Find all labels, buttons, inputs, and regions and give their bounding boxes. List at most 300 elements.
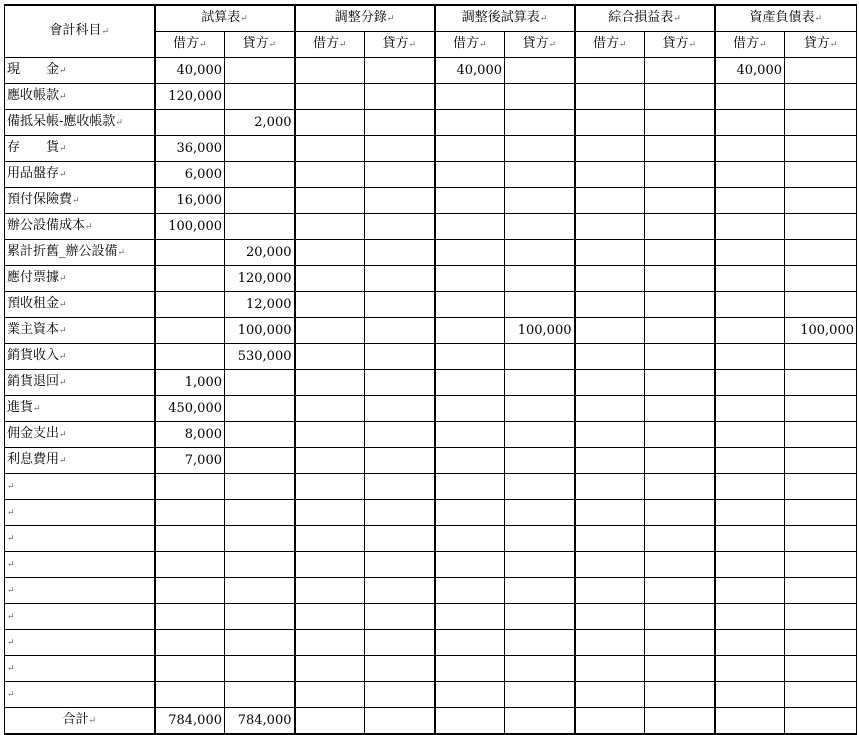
adjusting-entries-debit-cell [295,214,365,240]
account-name: 現 金 [7,62,60,77]
trial-balance-credit-cell: 2,000 [225,110,295,136]
adjusted-trial-balance-credit-cell [505,266,575,292]
adjusting-entries-credit-cell [365,58,435,84]
adjusted-trial-balance-credit-cell: 100,000 [505,318,575,344]
debit-label: 借方 [452,36,479,51]
balance-sheet-debit-cell [715,162,785,188]
account-name-cell [5,578,155,604]
empty-cell [645,474,715,500]
income-statement-credit-cell [645,266,715,292]
income-statement-debit-cell [575,58,645,84]
empty-cell [715,552,785,578]
account-name: 預收租金 [7,296,60,311]
blank-row [5,604,857,630]
empty-cell [645,630,715,656]
balance-sheet-credit-cell [785,448,857,474]
paragraph-mark: ↵ [85,222,93,232]
adjusting-entries-credit-cell [365,266,435,292]
empty-cell [715,500,785,526]
group-header-adjusted-trial-balance: 調整後試算表↵ [435,5,575,32]
trial-balance-credit-cell [225,370,295,396]
account-name-cell [5,422,155,448]
empty-cell [575,500,645,526]
empty-cell [785,526,857,552]
empty-cell [225,500,295,526]
income-statement-debit-cell [575,344,645,370]
empty-cell [435,604,505,630]
adjusting-entries-debit-cell [295,58,365,84]
paragraph-mark: ↵ [7,690,15,700]
group-header-row [5,5,857,32]
adjusted-trial-balance-debit-cell [435,422,505,448]
empty-cell [645,656,715,682]
paragraph-mark: ↵ [59,430,67,440]
income-statement-credit-cell [645,240,715,266]
trial-balance-credit-cell [225,188,295,214]
paragraph-mark: ↵ [758,40,767,50]
paragraph-mark: ↵ [268,40,277,50]
adjusted-trial-balance-credit-header [505,32,575,58]
adjusted-trial-balance-debit-cell [435,162,505,188]
empty-cell [225,656,295,682]
empty-cell [155,526,225,552]
empty-cell [645,604,715,630]
empty-cell [785,552,857,578]
empty-cell [365,604,435,630]
income-statement-debit-cell [575,214,645,240]
empty-cell [435,656,505,682]
balance-sheet-credit-cell [785,110,857,136]
income-statement-credit-total [645,708,715,735]
paragraph-mark: ↵ [59,170,67,180]
adjusting-entries-credit-header [365,32,435,58]
balance-sheet-debit-cell: 40,000 [715,58,785,84]
trial-balance-debit-cell: 8,000 [155,422,225,448]
paragraph-mark: ↵ [478,40,487,50]
balance-sheet-debit-cell [715,448,785,474]
adjusting-entries-credit-cell [365,292,435,318]
income-statement-debit-cell [575,292,645,318]
empty-cell [155,630,225,656]
adjusted-trial-balance-debit-cell [435,214,505,240]
empty-cell [715,474,785,500]
empty-cell [575,682,645,708]
adjusting-entries-credit-cell [365,110,435,136]
table-row [5,214,857,240]
account-name: 存 貨 [7,140,60,155]
account-name-cell [5,162,155,188]
adjusting-entries-debit-cell [295,162,365,188]
income-statement-credit-cell [645,58,715,84]
account-name: 備抵呆帳-應收帳款 [7,114,116,129]
empty-cell [435,552,505,578]
paragraph-mark: ↵ [7,508,15,518]
empty-cell [575,656,645,682]
empty-cell [155,474,225,500]
worksheet-body [5,58,857,735]
account-name-cell [5,214,155,240]
trial-balance-credit-total: 784,000 [225,708,295,735]
table-row [5,448,857,474]
balance-sheet-credit-cell [785,136,857,162]
empty-cell [505,552,575,578]
empty-cell [225,630,295,656]
paragraph-mark: ↵ [829,40,838,50]
trial-balance-credit-cell: 12,000 [225,292,295,318]
empty-cell [575,474,645,500]
trial-balance-debit-cell: 100,000 [155,214,225,240]
adjusting-entries-debit-cell [295,318,365,344]
balance-sheet-debit-cell [715,84,785,110]
balance-sheet-credit-cell [785,266,857,292]
trial-balance-credit-cell: 20,000 [225,240,295,266]
adjusting-entries-credit-cell [365,370,435,396]
account-name-cell [5,188,155,214]
balance-sheet-credit-cell [785,422,857,448]
trial-balance-credit-cell [225,58,295,84]
adjusted-trial-balance-debit-cell [435,396,505,422]
balance-sheet-debit-total [715,708,785,735]
trial-balance-debit-cell [155,266,225,292]
account-name: 銷貨退回 [7,374,60,389]
table-row [5,266,857,292]
adjusting-entries-credit-total [365,708,435,735]
paragraph-mark: ↵ [198,40,207,50]
balance-sheet-debit-header [715,32,785,58]
income-statement-debit-cell [575,240,645,266]
table-row [5,58,857,84]
income-statement-debit-cell [575,162,645,188]
account-name-cell [5,630,155,656]
blank-row [5,682,857,708]
empty-cell [365,552,435,578]
empty-cell [225,578,295,604]
credit-label: 貸方 [242,36,269,51]
trial-balance-credit-cell [225,84,295,110]
account-name: 進貨 [7,400,34,415]
credit-label: 貸方 [662,36,689,51]
income-statement-debit-cell [575,266,645,292]
empty-cell [155,682,225,708]
paragraph-mark: ↵ [7,638,15,648]
empty-cell [295,656,365,682]
trial-balance-debit-cell [155,344,225,370]
blank-row [5,578,857,604]
paragraph-mark: ↵ [115,118,123,128]
empty-cell [295,630,365,656]
empty-cell [575,526,645,552]
adjusting-entries-debit-cell [295,370,365,396]
balance-sheet-debit-cell [715,396,785,422]
trial-balance-debit-cell: 120,000 [155,84,225,110]
paragraph-mark: ↵ [72,196,80,206]
account-name: 用品盤存 [7,166,60,181]
income-statement-debit-cell [575,110,645,136]
account-name-cell [5,552,155,578]
empty-cell [155,604,225,630]
adjusted-trial-balance-debit-header [435,32,505,58]
income-statement-credit-cell [645,318,715,344]
adjusted-trial-balance-debit-cell [435,448,505,474]
empty-cell [505,604,575,630]
balance-sheet-credit-cell [785,162,857,188]
trial-balance-debit-cell: 40,000 [155,58,225,84]
balance-sheet-debit-cell [715,214,785,240]
empty-cell [575,552,645,578]
account-name-cell [5,136,155,162]
trial-balance-credit-header [225,32,295,58]
account-name: 佣金支出 [7,426,60,441]
table-row [5,422,857,448]
paragraph-mark: ↵ [59,378,67,388]
credit-label: 貸方 [803,36,830,51]
account-name-cell [5,370,155,396]
paragraph-mark: ↵ [117,248,126,258]
empty-cell [365,578,435,604]
balance-sheet-credit-cell [785,240,857,266]
blank-row [5,474,857,500]
paragraph-mark: ↵ [59,274,67,284]
adjusted-trial-balance-credit-cell [505,162,575,188]
account-name: 銷貨收入 [7,348,60,363]
empty-cell [435,578,505,604]
empty-cell [505,500,575,526]
account-name-cell [5,682,155,708]
worksheet-table [4,4,857,735]
empty-cell [785,682,857,708]
empty-cell [785,578,857,604]
trial-balance-credit-cell [225,136,295,162]
group-header-balance-sheet: 資產負債表↵ [715,5,857,32]
empty-cell [505,578,575,604]
total-label-cell [5,708,155,735]
adjusted-trial-balance-debit-cell [435,188,505,214]
account-name-cell [5,656,155,682]
adjusted-trial-balance-debit-cell [435,240,505,266]
credit-label: 貸方 [522,36,549,51]
trial-balance-debit-cell: 450,000 [155,396,225,422]
empty-cell [225,682,295,708]
adjusting-entries-debit-cell [295,188,365,214]
account-name-cell [5,500,155,526]
adjusted-trial-balance-credit-cell [505,136,575,162]
adjusting-entries-debit-cell [295,240,365,266]
adjusting-entries-credit-cell [365,344,435,370]
empty-cell [435,474,505,500]
balance-sheet-credit-cell: 100,000 [785,318,857,344]
debit-label: 借方 [592,36,619,51]
blank-row [5,526,857,552]
income-statement-debit-total [575,708,645,735]
balance-sheet-debit-cell [715,318,785,344]
blank-row [5,656,857,682]
paragraph-mark: ↵ [688,40,697,50]
table-row [5,110,857,136]
empty-cell [505,656,575,682]
account-header: 會計科目↵ [5,5,155,58]
paragraph-mark: ↵ [618,40,627,50]
trial-balance-debit-cell: 36,000 [155,136,225,162]
adjusted-trial-balance-debit-total [435,708,505,735]
balance-sheet-credit-cell [785,292,857,318]
empty-cell [505,682,575,708]
account-name-cell [5,240,155,266]
trial-balance-credit-cell: 100,000 [225,318,295,344]
adjusted-trial-balance-debit-cell [435,318,505,344]
paragraph-mark: ↵ [59,300,67,310]
adjusted-trial-balance-credit-cell [505,292,575,318]
trial-balance-debit-cell: 1,000 [155,370,225,396]
trial-balance-debit-total: 784,000 [155,708,225,735]
adjusted-trial-balance-credit-cell [505,344,575,370]
balance-sheet-credit-cell [785,370,857,396]
trial-balance-debit-header [155,32,225,58]
income-statement-credit-cell [645,136,715,162]
adjusting-entries-credit-cell [365,240,435,266]
empty-cell [365,656,435,682]
account-name: 利息費用 [7,452,60,467]
adjusting-entries-debit-cell [295,396,365,422]
balance-sheet-debit-cell [715,110,785,136]
account-name: 應收帳款 [7,88,60,103]
adjusted-trial-balance-credit-cell [505,370,575,396]
trial-balance-debit-cell [155,292,225,318]
empty-cell [575,578,645,604]
empty-cell [365,630,435,656]
balance-sheet-credit-header [785,32,857,58]
adjusted-trial-balance-credit-cell [505,448,575,474]
balance-sheet-credit-cell [785,188,857,214]
adjusting-entries-credit-cell [365,136,435,162]
empty-cell [645,526,715,552]
trial-balance-credit-cell: 530,000 [225,344,295,370]
blank-row [5,552,857,578]
empty-cell [365,526,435,552]
empty-cell [435,682,505,708]
trial-balance-credit-cell [225,162,295,188]
balance-sheet-debit-cell [715,266,785,292]
blank-row [5,500,857,526]
empty-cell [575,630,645,656]
empty-cell [225,474,295,500]
income-statement-debit-cell [575,396,645,422]
balance-sheet-debit-cell [715,370,785,396]
paragraph-mark: ↵ [7,482,15,492]
paragraph-mark: ↵ [59,92,67,102]
balance-sheet-debit-cell [715,292,785,318]
paragraph-mark: ↵ [408,40,417,50]
empty-cell [715,656,785,682]
group-header-income-statement: 綜合損益表↵ [575,5,715,32]
empty-cell [505,474,575,500]
empty-cell [645,552,715,578]
empty-cell [785,604,857,630]
balance-sheet-debit-cell [715,422,785,448]
empty-cell [365,474,435,500]
income-statement-credit-cell [645,396,715,422]
empty-cell [575,604,645,630]
income-statement-credit-cell [645,448,715,474]
paragraph-mark: ↵ [59,352,67,362]
empty-cell [645,500,715,526]
empty-cell [785,656,857,682]
income-statement-debit-cell [575,318,645,344]
trial-balance-debit-cell: 7,000 [155,448,225,474]
empty-cell [435,526,505,552]
empty-cell [715,682,785,708]
balance-sheet-debit-cell [715,136,785,162]
paragraph-mark: ↵ [548,40,557,50]
paragraph-mark: ↵ [7,534,15,544]
adjusting-entries-credit-cell [365,422,435,448]
table-row [5,84,857,110]
trial-balance-debit-cell [155,110,225,136]
balance-sheet-credit-cell [785,84,857,110]
trial-balance-credit-cell: 120,000 [225,266,295,292]
adjusted-trial-balance-credit-cell [505,214,575,240]
income-statement-credit-cell [645,84,715,110]
account-name-cell [5,396,155,422]
adjusting-entries-credit-cell [365,318,435,344]
empty-cell [295,474,365,500]
debit-label: 借方 [732,36,759,51]
account-name-cell [5,58,155,84]
group-header-adjusting-entries: 調整分錄↵ [295,5,435,32]
table-row [5,136,857,162]
paragraph-mark: ↵ [7,612,15,622]
table-row [5,318,857,344]
empty-cell [715,604,785,630]
empty-cell [295,578,365,604]
balance-sheet-debit-cell [715,188,785,214]
adjusted-trial-balance-debit-cell [435,266,505,292]
income-statement-credit-header [645,32,715,58]
empty-cell [785,474,857,500]
adjusting-entries-debit-cell [295,84,365,110]
trial-balance-credit-cell [225,422,295,448]
income-statement-debit-header [575,32,645,58]
empty-cell [225,552,295,578]
balance-sheet-debit-cell [715,344,785,370]
empty-cell [715,630,785,656]
empty-cell [505,526,575,552]
balance-sheet-debit-cell [715,240,785,266]
income-statement-credit-cell [645,162,715,188]
adjusting-entries-debit-cell [295,110,365,136]
income-statement-credit-cell [645,110,715,136]
account-name: 業主資本 [7,322,60,337]
adjusted-trial-balance-debit-cell [435,344,505,370]
account-name-cell [5,448,155,474]
adjusting-entries-debit-cell [295,266,365,292]
adjusted-trial-balance-debit-cell [435,292,505,318]
empty-cell [295,604,365,630]
empty-cell [155,500,225,526]
empty-cell [295,526,365,552]
total-label: 合計 [62,712,89,727]
paragraph-mark: ↵ [7,664,15,674]
adjusted-trial-balance-credit-cell [505,110,575,136]
table-row [5,240,857,266]
account-name-cell [5,474,155,500]
empty-cell [435,630,505,656]
empty-cell [155,656,225,682]
adjusting-entries-debit-cell [295,422,365,448]
adjusted-trial-balance-credit-cell [505,396,575,422]
adjusted-trial-balance-credit-cell [505,84,575,110]
empty-cell [715,526,785,552]
adjusting-entries-debit-cell [295,292,365,318]
